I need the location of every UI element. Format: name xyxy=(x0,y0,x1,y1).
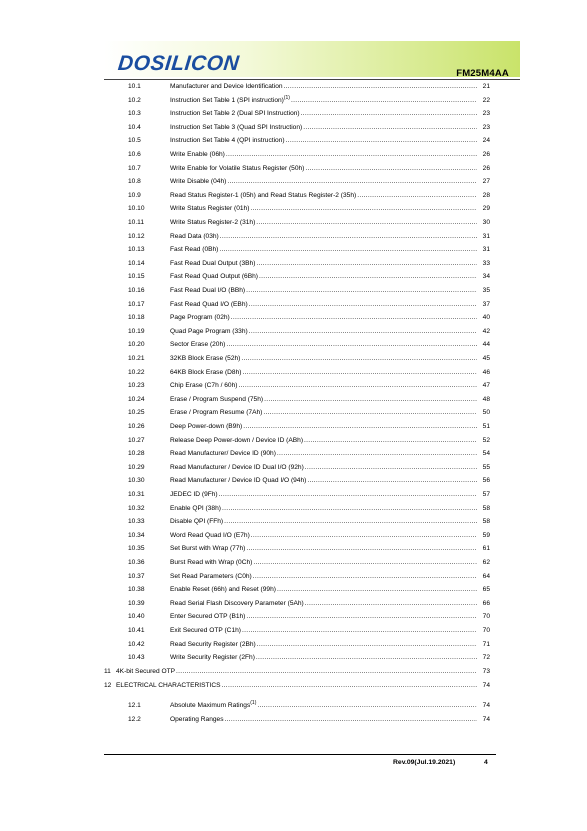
toc-entry-title-text: Fast Read Dual I/O (BBh) xyxy=(170,287,246,294)
toc-dot-leader xyxy=(277,586,477,594)
toc-entry-title-text: Write Enable (06h) xyxy=(170,151,225,158)
toc-entry-page: 23 xyxy=(482,123,490,131)
toc-entry[interactable] xyxy=(104,205,490,213)
toc-entry-title-text: Write Disable (04h) xyxy=(170,178,227,186)
toc-entry-title-text: Burst Read with Wrap (0Ch) xyxy=(170,559,253,566)
toc-entry-title xyxy=(170,192,356,200)
toc-entry-number: 11 xyxy=(104,668,111,676)
toc-entry-number: 10.11 xyxy=(128,219,145,226)
toc-entry-title-text: Set Read Parameters (C0h) xyxy=(170,572,252,580)
toc-entry-title-text: Exit Secured OTP (C1h) xyxy=(170,627,241,634)
toc-entry[interactable] xyxy=(104,233,490,241)
revision-label: Rev.09(Jul.19.2021) xyxy=(393,759,456,766)
toc-entry-number: 10.39 xyxy=(128,599,145,607)
toc-entry-number: 10.43 xyxy=(128,654,145,662)
toc-entry-title xyxy=(170,178,226,186)
toc-entry-title-text: Read Manufacturer / Device ID Quad I/O (94h) xyxy=(170,477,307,485)
toc-entry-number: 10.9 xyxy=(128,191,141,199)
document-part-number: FM25M4AA xyxy=(456,68,509,79)
toc-entry-title xyxy=(170,260,255,268)
toc-entry[interactable] xyxy=(104,273,490,281)
toc-entry-page: 45 xyxy=(482,355,490,362)
toc-dot-leader xyxy=(257,702,477,710)
toc-entry-page: 62 xyxy=(482,559,490,566)
toc-entry-number: 10.18 xyxy=(128,314,145,322)
toc-entry[interactable] xyxy=(104,110,490,118)
toc-entry[interactable] xyxy=(104,464,490,472)
toc-entry-title xyxy=(170,450,276,458)
toc-entry-number: 10.6 xyxy=(128,151,141,158)
toc-entry-title xyxy=(170,505,221,513)
toc-entry-title xyxy=(170,287,245,295)
toc-entry-page: 42 xyxy=(482,327,490,335)
toc-entry-page: 24 xyxy=(482,137,490,145)
toc-entry-page: 58 xyxy=(482,518,490,526)
toc-entry-title-text: Release Deep Power-down / Device ID (ABh) xyxy=(170,436,304,444)
toc-entry-page: 29 xyxy=(482,205,490,213)
toc-entry[interactable] xyxy=(104,518,490,526)
toc-entry-number: 10.25 xyxy=(128,409,145,417)
toc-entry[interactable] xyxy=(104,369,490,377)
toc-entry-title-text: JEDEC ID (9Fh) xyxy=(170,491,218,498)
toc-entry-number: 10.42 xyxy=(128,640,145,648)
toc-dot-leader xyxy=(222,505,477,513)
toc-entry[interactable] xyxy=(104,178,490,186)
toc-entry-title xyxy=(170,382,237,390)
toc-entry-number: 10.35 xyxy=(128,545,145,553)
toc-entry-title-text: Fast Read Quad Output (6Bh) xyxy=(170,273,258,281)
toc-entry-title xyxy=(170,355,240,363)
toc-entry-title xyxy=(170,396,263,404)
toc-entry-number: 10.21 xyxy=(128,355,145,362)
toc-entry-page: 55 xyxy=(482,463,490,471)
toc-dot-leader xyxy=(176,668,477,676)
toc-entry-number: 10.15 xyxy=(128,273,145,281)
toc-entry-title-text: Read Security Register (2Bh) xyxy=(170,640,256,648)
toc-entry-number: 10.24 xyxy=(128,395,145,403)
toc-dot-leader xyxy=(257,641,477,649)
toc-entry[interactable] xyxy=(104,355,490,363)
toc-entry-title xyxy=(170,559,252,567)
toc-entry-number: 10.31 xyxy=(128,491,145,498)
toc-entry-title xyxy=(170,641,256,649)
toc-entry-title xyxy=(170,110,300,118)
toc-entry[interactable] xyxy=(104,124,490,132)
toc-entry-page: 23 xyxy=(482,110,490,118)
toc-dot-leader xyxy=(241,355,477,363)
toc-entry-footnote-mark: (1) xyxy=(250,700,257,706)
toc-entry-number: 10.26 xyxy=(128,423,145,430)
toc-entry[interactable] xyxy=(104,450,490,458)
toc-dot-leader xyxy=(226,151,477,159)
toc-entry-number: 10.28 xyxy=(128,450,145,458)
toc-entry-title xyxy=(170,423,242,431)
toc-entry[interactable] xyxy=(104,600,490,608)
toc-dot-leader xyxy=(307,477,477,485)
toc-entry-number: 10.22 xyxy=(128,368,145,376)
toc-entry-title xyxy=(170,219,255,227)
toc-entry-page: 35 xyxy=(482,287,490,294)
toc-entry-number: 12.1 xyxy=(128,702,141,709)
toc-entry-title xyxy=(170,205,249,213)
toc-entry-title xyxy=(170,477,306,485)
toc-entry-page: 21 xyxy=(482,83,490,90)
toc-entry-page: 51 xyxy=(482,423,490,430)
toc-entry-title-text: Fast Read Quad I/O (EBh) xyxy=(170,300,248,308)
toc-entry-title-text: Word Read Quad I/O (E7h) xyxy=(170,531,250,539)
toc-entry-title xyxy=(170,341,225,349)
toc-dot-leader xyxy=(259,273,477,281)
toc-dot-leader xyxy=(225,716,477,724)
toc-entry[interactable] xyxy=(104,219,490,227)
toc-dot-leader xyxy=(256,260,477,268)
toc-dot-leader xyxy=(246,287,477,295)
toc-entry-title xyxy=(170,573,252,581)
toc-entry[interactable] xyxy=(104,94,490,105)
toc-entry-title xyxy=(170,464,304,472)
toc-entry-number: 10.14 xyxy=(128,259,145,267)
toc-entry-title-text: Write Security Register (2Fh) xyxy=(170,654,255,662)
toc-entry-title xyxy=(170,654,255,662)
toc-dot-leader xyxy=(256,654,477,662)
toc-dot-leader xyxy=(305,165,477,173)
toc-entry[interactable] xyxy=(104,246,490,254)
toc-entry-title xyxy=(170,716,224,724)
toc-entry-title-text: 4K-bit Secured OTP xyxy=(116,668,176,676)
toc-entry-number: 10.32 xyxy=(128,504,145,512)
toc-dot-leader xyxy=(243,423,477,431)
toc-dot-leader xyxy=(251,532,477,540)
toc-dot-leader xyxy=(305,600,477,608)
toc-entry-page: 73 xyxy=(482,668,490,676)
toc-entry-title xyxy=(116,682,221,690)
toc-entry-page: 61 xyxy=(482,545,490,553)
toc-entry-page: 30 xyxy=(482,219,490,226)
toc-entry-title xyxy=(170,518,223,526)
toc-dot-leader xyxy=(226,341,477,349)
toc-entry[interactable] xyxy=(104,702,490,710)
toc-entry-title xyxy=(170,151,225,159)
toc-entry-number: 10.41 xyxy=(128,627,145,634)
toc-entry-number: 10.38 xyxy=(128,586,145,594)
toc-entry-page: 58 xyxy=(482,504,490,512)
toc-dot-leader xyxy=(291,97,477,105)
toc-entry-number: 10.36 xyxy=(128,559,145,566)
toc-entry-number: 10.27 xyxy=(128,436,145,444)
toc-entry[interactable] xyxy=(104,341,490,349)
toc-dot-leader xyxy=(305,464,477,472)
toc-entry-page: 70 xyxy=(482,627,490,634)
toc-entry[interactable] xyxy=(104,491,490,499)
toc-entry-page: 59 xyxy=(482,531,490,539)
toc-entry-number: 10.20 xyxy=(128,341,145,349)
toc-entry-number: 10.12 xyxy=(128,232,145,240)
toc-entry-number: 10.5 xyxy=(128,137,141,145)
toc-dot-leader xyxy=(246,613,477,621)
toc-entry-number: 12.2 xyxy=(128,716,141,724)
toc-entry-number: 10.23 xyxy=(128,382,145,390)
toc-dot-leader xyxy=(253,573,477,581)
toc-entry-number: 10.1 xyxy=(128,83,141,90)
toc-entry-page: 50 xyxy=(482,409,490,417)
toc-entry-page: 56 xyxy=(482,477,490,485)
toc-entry-title-text: Read Serial Flash Discovery Parameter (5Ah) xyxy=(170,599,304,607)
toc-entry-page: 26 xyxy=(482,164,490,172)
toc-entry[interactable] xyxy=(104,654,490,662)
toc-entry-title-text: Write Status Register-2 (31h) xyxy=(170,219,256,226)
toc-dot-leader xyxy=(242,369,477,377)
toc-entry[interactable] xyxy=(104,532,490,540)
toc-entry-number: 10.10 xyxy=(128,205,145,213)
toc-entry-title xyxy=(170,532,250,540)
toc-entry-title-text: Deep Power-down (B9h) xyxy=(170,423,243,430)
toc-entry-number: 10.34 xyxy=(128,531,145,539)
page-number: 4 xyxy=(484,759,488,766)
toc-dot-leader xyxy=(222,682,477,690)
toc-entry[interactable] xyxy=(104,573,490,581)
toc-dot-leader xyxy=(357,192,477,200)
toc-entry[interactable] xyxy=(104,613,490,621)
toc-entry-title xyxy=(116,668,175,676)
toc-dot-leader xyxy=(284,83,477,91)
toc-entry-title xyxy=(170,702,256,710)
toc-entry-number: 10.2 xyxy=(128,96,141,104)
toc-entry-page: 57 xyxy=(482,491,490,498)
toc-entry-page: 22 xyxy=(482,96,490,104)
toc-entry-title-text: Disable QPI (FFh) xyxy=(170,518,224,526)
toc-entry-title-text: Read Manufacturer / Device ID Dual I/O (92h) xyxy=(170,463,304,471)
toc-entry[interactable] xyxy=(104,287,490,295)
toc-entry[interactable] xyxy=(104,382,490,390)
toc-entry-title xyxy=(170,314,230,322)
toc-dot-leader xyxy=(277,450,477,458)
toc-entry-title xyxy=(170,328,248,336)
toc-entry-title-text: Enable Reset (66h) and Reset (99h) xyxy=(170,586,276,594)
toc-entry-number: 10.8 xyxy=(128,178,141,186)
toc-dot-leader xyxy=(264,396,477,404)
toc-entry-page: 74 xyxy=(482,702,490,709)
toc-entry[interactable] xyxy=(104,409,490,417)
toc-entry-title-text: Enable QPI (38h) xyxy=(170,504,221,512)
toc-entry-title xyxy=(170,83,283,91)
toc-entry-title xyxy=(170,165,304,173)
toc-dot-leader xyxy=(238,382,477,390)
toc-entry-page: 40 xyxy=(482,314,490,322)
toc-dot-leader xyxy=(253,559,477,567)
toc-entry[interactable] xyxy=(104,437,490,445)
toc-dot-leader xyxy=(250,205,477,213)
toc-entry-title-text: Manufacturer and Device Identification xyxy=(170,83,283,90)
toc-entry-page: 66 xyxy=(482,599,490,607)
toc-dot-leader xyxy=(231,314,477,322)
toc-dot-leader xyxy=(219,246,477,254)
toc-entry-page: 70 xyxy=(482,613,490,621)
toc-dot-leader xyxy=(301,110,477,118)
header-divider xyxy=(104,79,520,80)
toc-entry-page: 65 xyxy=(482,586,490,594)
footer-divider xyxy=(104,754,496,755)
toc-dot-leader xyxy=(303,124,477,132)
toc-entry[interactable] xyxy=(104,668,490,676)
toc-entry[interactable] xyxy=(104,328,490,336)
toc-entry-page: 27 xyxy=(482,178,490,186)
toc-dot-leader xyxy=(219,491,477,499)
toc-dot-leader xyxy=(249,328,477,336)
toc-entry-title xyxy=(170,94,290,105)
toc-entry-title-text: Read Data (03h) xyxy=(170,232,219,240)
toc-dot-leader xyxy=(304,437,477,445)
toc-dot-leader xyxy=(263,409,477,417)
toc-entry-number: 10.13 xyxy=(128,246,145,254)
toc-entry-title-text: Instruction Set Table 1 (SPI instruction) xyxy=(170,96,284,104)
toc-dot-leader xyxy=(220,233,477,241)
toc-entry-page: 74 xyxy=(482,716,490,724)
toc-entry-page: 71 xyxy=(482,640,490,648)
toc-entry-title-text: Sector Erase (20h) xyxy=(170,341,226,349)
toc-entry-title-text: 64KB Block Erase (D8h) xyxy=(170,368,242,376)
toc-entry-title-text: Write Status Register (01h) xyxy=(170,205,250,213)
toc-entry[interactable] xyxy=(104,627,490,635)
toc-entry-number: 10.7 xyxy=(128,164,141,172)
toc-entry-title xyxy=(170,137,285,145)
toc-entry[interactable] xyxy=(104,641,490,649)
toc-entry-title xyxy=(170,627,241,635)
toc-entry-title-text: Instruction Set Table 4 (QPI instruction) xyxy=(170,137,285,145)
toc-entry-number: 10.40 xyxy=(128,613,145,621)
toc-entry-title-text: Fast Read Dual Output (3Bh) xyxy=(170,259,256,267)
toc-entry-title-text: Read Manufacturer/ Device ID (90h) xyxy=(170,450,276,458)
toc-entry-page: 72 xyxy=(482,654,490,662)
toc-entry-number: 10.4 xyxy=(128,123,141,131)
toc-entry-number: 10.29 xyxy=(128,463,145,471)
toc-entry-title-text: Read Status Register-1 (05h) and Read Status Register-2 (35h) xyxy=(170,191,357,199)
toc-entry[interactable] xyxy=(104,682,490,690)
toc-entry-title-text: Set Burst with Wrap (77h) xyxy=(170,545,246,553)
toc-entry-number: 10.3 xyxy=(128,110,141,118)
toc-entry-title-text: Operating Ranges xyxy=(170,716,224,724)
company-logo: DOSILICON xyxy=(116,52,241,75)
toc-entry[interactable] xyxy=(104,505,490,513)
toc-entry[interactable] xyxy=(104,260,490,268)
toc-entry-title xyxy=(170,586,276,594)
toc-entry[interactable] xyxy=(104,83,490,91)
toc-entry-title-text: Write Enable for Volatile Status Register (50h) xyxy=(170,164,305,172)
toc-entry[interactable] xyxy=(104,423,490,431)
toc-entry[interactable] xyxy=(104,477,490,485)
toc-entry[interactable] xyxy=(104,301,490,309)
toc-entry-number: 10.33 xyxy=(128,518,145,526)
toc-entry-footnote-mark: (1) xyxy=(283,94,290,101)
toc-dot-leader xyxy=(246,545,477,553)
toc-entry-title-text: Erase / Program Suspend (75h) xyxy=(170,395,264,403)
toc-entry-page: 48 xyxy=(482,395,490,403)
toc-entry-title-text: ELECTRICAL CHARACTERISTICS xyxy=(116,682,221,690)
toc-entry-title-text: Chip Erase (C7h / 60h) xyxy=(170,382,238,390)
toc-dot-leader xyxy=(224,518,477,526)
toc-entry[interactable] xyxy=(104,192,490,200)
toc-entry-title xyxy=(170,246,218,254)
toc-entry[interactable] xyxy=(104,545,490,553)
toc-entry-number: 10.17 xyxy=(128,300,145,308)
toc-entry-title-text: Erase / Program Resume (7Ah) xyxy=(170,409,263,417)
toc-entry-title xyxy=(170,409,262,417)
toc-entry[interactable] xyxy=(104,151,490,159)
toc-entry-title-text: 32KB Block Erase (52h) xyxy=(170,355,241,362)
toc-entry-title-text: Page Program (02h) xyxy=(170,314,230,322)
toc-entry[interactable] xyxy=(104,716,490,724)
toc-entry-page: 47 xyxy=(482,382,490,390)
toc-entry[interactable] xyxy=(104,559,490,567)
toc-entry-page: 44 xyxy=(482,341,490,349)
toc-entry-title xyxy=(170,600,304,608)
toc-entry-title xyxy=(170,369,241,377)
toc-entry-title-text: Instruction Set Table 3 (Quad SPI Instruction) xyxy=(170,123,303,131)
toc-entry[interactable] xyxy=(104,165,490,173)
toc-entry-page: 52 xyxy=(482,436,490,444)
toc-entry-page: 37 xyxy=(482,300,490,308)
toc-entry-title xyxy=(170,301,248,309)
toc-entry-number: 12 xyxy=(104,682,112,690)
toc-dot-leader xyxy=(286,137,477,145)
toc-entry-number: 10.16 xyxy=(128,287,145,294)
toc-entry-page: 33 xyxy=(482,259,490,267)
toc-entry-page: 34 xyxy=(482,273,490,281)
toc-entry-title xyxy=(170,545,245,553)
toc-entry-title-text: Absolute Maximum Ratings xyxy=(170,702,251,709)
toc-entry-page: 46 xyxy=(482,368,490,376)
toc-dot-leader xyxy=(249,301,477,309)
toc-entry-title-text: Enter Secured OTP (B1h) xyxy=(170,613,246,621)
toc-dot-leader xyxy=(242,627,477,635)
toc-dot-leader xyxy=(227,178,477,186)
toc-entry[interactable] xyxy=(104,137,490,145)
toc-entry-number: 10.37 xyxy=(128,572,145,580)
toc-entry-number: 10.19 xyxy=(128,327,145,335)
toc-entry-number: 10.30 xyxy=(128,477,145,485)
toc-entry-title-text: Instruction Set Table 2 (Dual SPI Instruction) xyxy=(170,110,300,118)
toc-entry-title xyxy=(170,437,303,445)
toc-entry-title-text: Quad Page Program (33h) xyxy=(170,327,248,335)
toc-entry-page: 64 xyxy=(482,572,490,580)
toc-entry[interactable] xyxy=(104,396,490,404)
toc-entry-title xyxy=(170,273,258,281)
toc-entry-page: 28 xyxy=(482,191,490,199)
toc-entry-title xyxy=(170,124,302,132)
toc-entry[interactable] xyxy=(104,314,490,322)
toc-entry-title-text: Fast Read (0Bh) xyxy=(170,246,219,254)
toc-entry-page: 26 xyxy=(482,151,490,158)
toc-entry[interactable] xyxy=(104,586,490,594)
toc-entry-title xyxy=(170,613,245,621)
toc-entry-page: 54 xyxy=(482,450,490,458)
toc-entry-page: 31 xyxy=(482,246,490,254)
toc-entry-title xyxy=(170,233,219,241)
toc-entry-page: 74 xyxy=(482,682,490,690)
toc-dot-leader xyxy=(256,219,477,227)
toc-entry-title xyxy=(170,491,218,499)
toc-entry-page: 31 xyxy=(482,232,490,240)
